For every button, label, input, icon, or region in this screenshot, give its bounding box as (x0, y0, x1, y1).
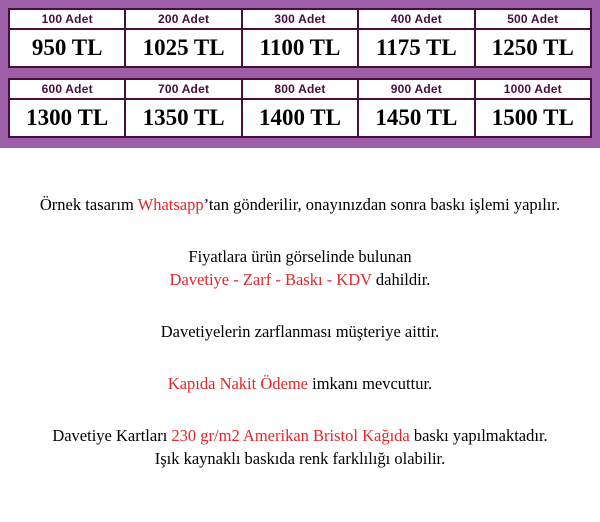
note-line-1 (10, 194, 590, 216)
note-line-3 (10, 321, 590, 343)
price-cell: 1450 TL (358, 99, 474, 137)
quantity-cell: 800 Adet (242, 79, 358, 99)
price-cell: 1400 TL (242, 99, 358, 137)
quantity-cell: 200 Adet (125, 9, 241, 29)
table-row (9, 99, 591, 137)
price-cell: 1175 TL (358, 29, 474, 67)
table-row (9, 79, 591, 99)
note-line-4 (10, 373, 590, 395)
price-cell: 1025 TL (125, 29, 241, 67)
note-2-part-2: dahildir. (371, 269, 431, 289)
price-cell: 1350 TL (125, 99, 241, 137)
quantity-cell: 900 Adet (358, 79, 474, 99)
note-4-part-2: imkanı mevcuttur. (308, 374, 433, 394)
price-cell: 1500 TL (475, 99, 591, 137)
note-1-highlight: Whatsapp (137, 195, 204, 214)
quantity-cell: 600 Adet (9, 79, 125, 99)
price-cell: 1250 TL (475, 29, 591, 67)
quantity-cell: 100 Adet (9, 9, 125, 29)
note-line-5 (10, 425, 590, 470)
note-1-part-2: ’tan gönderilir, onayınızdan sonra baskı işlemi yapılır. (203, 195, 561, 214)
price-cell: 1300 TL (9, 99, 125, 137)
quantity-cell: 700 Adet (125, 79, 241, 99)
note-2-line-2 (10, 269, 590, 291)
table-row (9, 29, 591, 67)
note-5-highlight: 230 gr/m2 Amerikan Bristol Kağıda (171, 426, 410, 446)
price-cell: 1100 TL (242, 29, 358, 67)
price-table-row-1 (8, 8, 592, 68)
quantity-cell: 300 Adet (242, 9, 358, 29)
note-5-part-2: baskı yapılmaktadır. (409, 426, 548, 446)
price-cell: 950 TL (9, 29, 125, 67)
note-5-part-1: Davetiye Kartları (52, 426, 172, 446)
table-row (9, 9, 591, 29)
quantity-cell: 400 Adet (358, 9, 474, 29)
note-2-highlight: Davetiye - Zarf - Baskı - KDV (169, 269, 372, 289)
price-table-row-2 (8, 78, 592, 138)
price-table-block (0, 0, 600, 148)
note-3-text: Davetiyelerin zarflanması müşteriye aittir. (160, 321, 440, 341)
note-2-part-1: Fiyatlara ürün görselinde bulunan (188, 247, 412, 267)
note-5-line-1 (10, 425, 590, 447)
quantity-cell: 500 Adet (475, 9, 591, 29)
note-1-part-1: Örnek tasarım (39, 195, 138, 214)
note-5-sub: Işık kaynaklı baskıda renk farklılığı olabilir. (154, 448, 446, 468)
note-4-highlight: Kapıda Nakit Ödeme (167, 374, 308, 394)
quantity-cell: 1000 Adet (475, 79, 591, 99)
note-line-2 (10, 246, 590, 291)
notes-section (0, 194, 600, 470)
